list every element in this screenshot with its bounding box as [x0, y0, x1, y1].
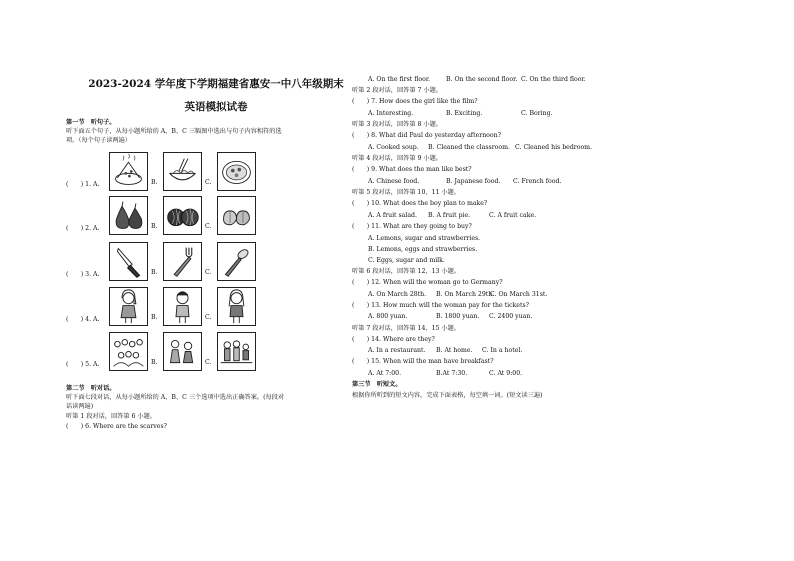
option-c-label: C.: [205, 223, 212, 230]
dialogue-4-note: 听第 4 段对话，回答第 9 小题。: [352, 155, 442, 162]
option-c-label: C.: [205, 269, 212, 276]
question-12: ( ) 12. When will the woman go to Germany?: [352, 279, 503, 286]
question-10: ( ) 10. What does the boy plan to make?: [352, 200, 488, 207]
q14-option-a: A. In a restaurant.: [368, 347, 426, 354]
question-5: [66, 332, 366, 372]
option-b-image[interactable]: [163, 196, 202, 235]
question-label: ( ) 3. A.: [66, 271, 100, 278]
exam-title-line1: 2023-2024 学年度下学期福建省惠安一中八年级期末: [88, 78, 344, 90]
q8-option-a: A. Cooked soup.: [368, 144, 419, 151]
option-c-image[interactable]: [217, 332, 256, 371]
q13-option-b: B. 1800 yuan.: [436, 313, 480, 320]
q15-option-a: A. At 7:00.: [368, 370, 402, 377]
option-b-label: B.: [151, 269, 158, 276]
knife-icon: [110, 243, 147, 280]
crowd-icon: [110, 333, 147, 370]
option-a-image[interactable]: [109, 287, 148, 326]
q11-option-c: C. Eggs, sugar and milk.: [368, 257, 445, 264]
q10-option-a: A. A fruit salad.: [368, 212, 417, 219]
option-c-label: C.: [205, 359, 212, 366]
q14-option-c: C. In a hotel.: [482, 347, 523, 354]
option-b-image[interactable]: [163, 287, 202, 326]
question-label: ( ) 2. A.: [66, 225, 100, 232]
section1-instruction: 听下面五个句子，从每小题所给的 A、B、C 三幅图中选出与句子内容相符的选: [66, 128, 282, 135]
section2-heading: 第二节 听对话。: [66, 385, 116, 392]
option-c-image[interactable]: [217, 196, 256, 235]
q8-option-b: B. Cleaned the classroom.: [428, 144, 510, 151]
option-b-label: B.: [151, 314, 158, 321]
q10-option-c: C. A fruit cake.: [489, 212, 537, 219]
q7-option-b: B. Exciting.: [446, 110, 483, 117]
dialogue-5-note: 听第 5 段对话，回答第 10、11 小题。: [352, 189, 460, 196]
q13-option-c: C. 2400 yuan.: [489, 313, 533, 320]
q12-option-a: A. On March 28th.: [368, 291, 427, 298]
question-7: ( ) 7. How does the girl like the film?: [352, 98, 478, 105]
exam-title-line2: 英语模拟试卷: [184, 101, 248, 113]
q10-option-b: B. A fruit pie.: [428, 212, 471, 219]
fork-icon: [164, 243, 201, 280]
q9-option-c: C. French food.: [513, 178, 562, 185]
option-c-label: C.: [205, 314, 212, 321]
q15-option-c: C. At 9:00.: [489, 370, 523, 377]
option-c-label: C.: [205, 179, 212, 186]
question-2: [66, 196, 366, 236]
q15-option-b: B.At 7:30.: [436, 370, 468, 377]
question-11: ( ) 11. What are they going to buy?: [352, 223, 472, 230]
question-13: ( ) 13. How much will the woman pay for the tickets?: [352, 302, 529, 309]
people-icon: [164, 333, 201, 370]
q6-option-a: A. On the first floor.: [368, 76, 431, 83]
option-b-label: B.: [151, 179, 158, 186]
section3-instruction: 根据你所听到的短文内容，完成下面表格，每空填一词。(短文读三遍): [352, 392, 543, 399]
peach-icon: [218, 197, 255, 234]
girl-icon: [218, 288, 255, 325]
q12-option-c: C. On March 31st.: [490, 291, 548, 298]
option-c-image[interactable]: [217, 242, 256, 281]
question-6: ( ) 6. Where are the scarves?: [66, 423, 167, 430]
option-b-label: B.: [151, 359, 158, 366]
q8-option-c: C. Cleaned his bedroom.: [515, 144, 593, 151]
question-1: [66, 152, 366, 192]
q7-option-c: C. Boring.: [521, 110, 553, 117]
question-15: ( ) 15. When will the man have breakfast?: [352, 358, 494, 365]
question-9: ( ) 9. What does the man like best?: [352, 166, 472, 173]
section2-instruction-cont: 话读两遍): [66, 403, 94, 410]
question-label: ( ) 5. A.: [66, 361, 100, 368]
section2-instruction: 听下面七段对话，从每小题所给的 A、B、C 三个选项中选出正确答案。(每段对: [66, 394, 285, 401]
q11-option-b: B. Lemons, eggs and strawberries.: [368, 246, 478, 253]
pizza-icon: [110, 153, 147, 190]
option-a-image[interactable]: [109, 242, 148, 281]
q6-option-b: B. On the second floor.: [446, 76, 518, 83]
question-3: [66, 242, 366, 282]
dialogue-3-note: 听第 3 段对话，回答第 8 小题。: [352, 121, 442, 128]
q14-option-b: B. At home.: [436, 347, 473, 354]
option-c-image[interactable]: [217, 152, 256, 191]
family-icon: [218, 333, 255, 370]
noodles-icon: [164, 153, 201, 190]
q6-option-c: C. On the third floor.: [521, 76, 586, 83]
q13-option-a: A. 800 yuan.: [368, 313, 408, 320]
section1-instruction-cont: 项。（每个句子读两遍）: [66, 137, 131, 144]
q9-option-b: B. Japanese food.: [446, 178, 501, 185]
dialogue-7-note: 听第 7 段对话，回答第 14、15 小题。: [352, 325, 460, 332]
salad-icon: [218, 153, 255, 190]
option-b-image[interactable]: [163, 332, 202, 371]
question-8: ( ) 8. What did Paul do yesterday afternoon?: [352, 132, 501, 139]
question-label: ( ) 1. A.: [66, 181, 100, 188]
pear-icon: [110, 197, 147, 234]
girl-icon: [110, 288, 147, 325]
option-b-image[interactable]: [163, 242, 202, 281]
watermelon-icon: [164, 197, 201, 234]
girl-icon: [164, 288, 201, 325]
q7-option-a: A. Interesting.: [368, 110, 414, 117]
spoon-icon: [218, 243, 255, 280]
question-14: ( ) 14. Where are they?: [352, 336, 435, 343]
option-a-image[interactable]: [109, 196, 148, 235]
option-a-image[interactable]: [109, 152, 148, 191]
q11-option-a: A. Lemons, sugar and strawberries.: [368, 235, 481, 242]
option-b-image[interactable]: [163, 152, 202, 191]
option-a-image[interactable]: [109, 332, 148, 371]
section1-heading: 第一节 听句子。: [66, 119, 116, 126]
question-4: [66, 287, 366, 327]
dialogue-6-note: 听第 6 段对话，回答第 12、13 小题。: [352, 268, 460, 275]
option-c-image[interactable]: [217, 287, 256, 326]
q12-option-b: B. On March 29th.: [436, 291, 495, 298]
dialogue-1-note: 听第 1 段对话，回答第 6 小题。: [66, 413, 156, 420]
option-b-label: B.: [151, 223, 158, 230]
q9-option-a: A. Chinese food.: [368, 178, 420, 185]
question-label: ( ) 4. A.: [66, 316, 100, 323]
section3-heading: 第三节 听短文。: [352, 381, 402, 388]
dialogue-2-note: 听第 2 段对话，回答第 7 小题。: [352, 87, 442, 94]
